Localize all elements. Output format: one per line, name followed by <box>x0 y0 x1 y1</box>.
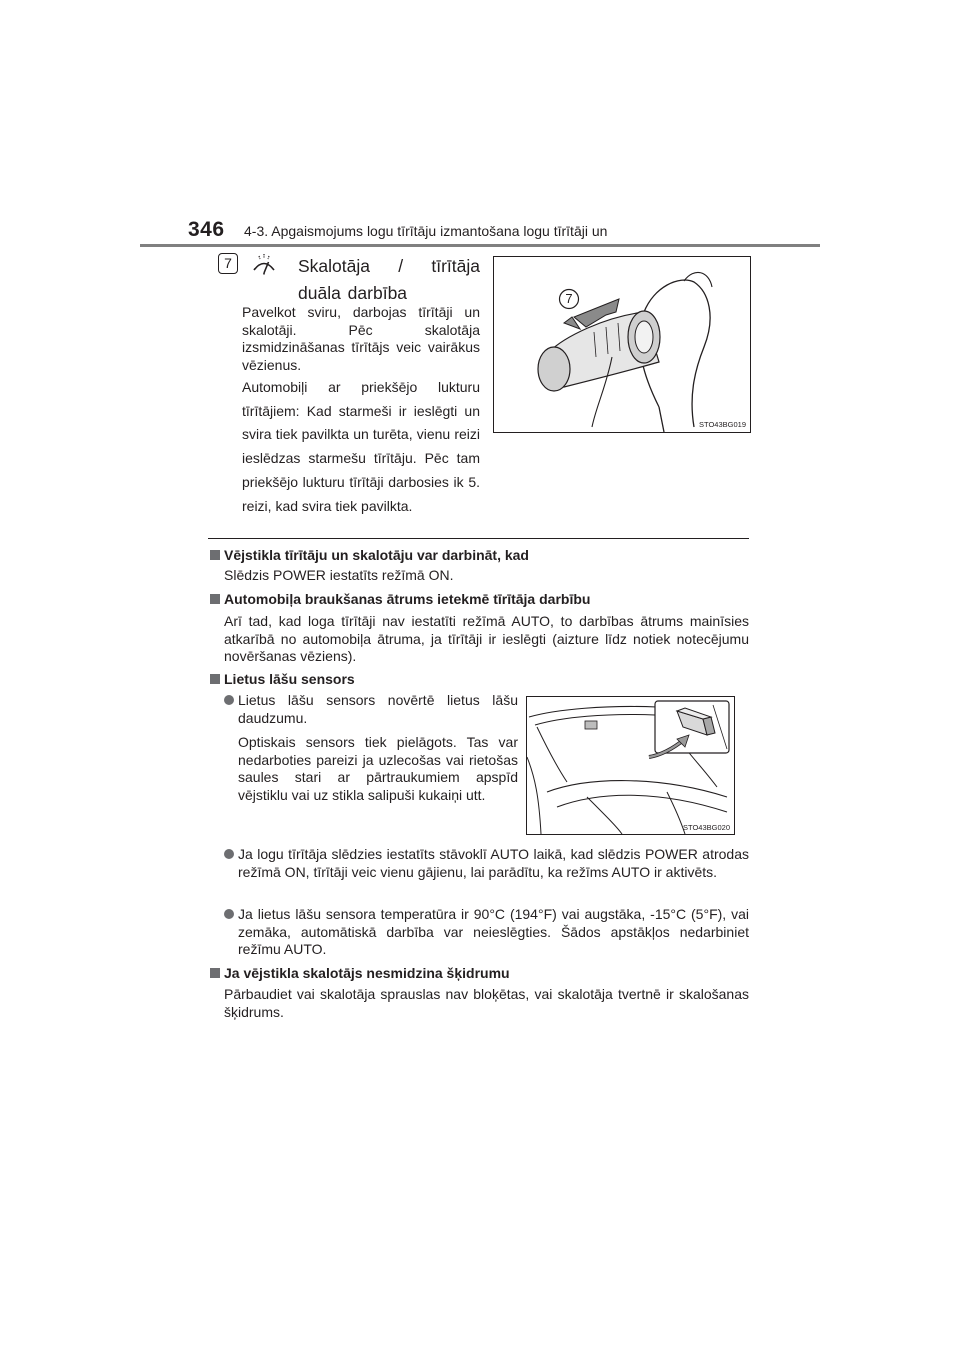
note-heading-rain-sensor: Lietus lāšu sensors <box>210 671 355 687</box>
washer-wiper-icon <box>252 253 276 275</box>
item-number-badge: 7 <box>218 253 238 274</box>
note-heading-speed: Automobiļa braukšanas ātrums ietekmē tīrītāja darbību <box>210 591 590 607</box>
square-bullet-icon <box>210 674 220 684</box>
note-body-speed: Arī tad, kad loga tīrītāji nav iestatīti režīmā AUTO, to darbības ātrums mainīsies atkarībā no automobiļa ātruma, ja tīrītāji ir ieslēgti (aizture līdz notiek notecējumu novēršanas vēziens). <box>224 613 749 664</box>
square-bullet-icon <box>210 594 220 604</box>
item-description: Pavelkot sviru, darbojas tīrītāji un skalotāji. Pēc skalotāja izsmidzināšanas tīrītājs veic vairākus vēzienus. <box>242 304 480 373</box>
square-bullet-icon <box>210 968 220 978</box>
figure-caption: STO43BG019 <box>699 420 746 429</box>
headlight-cleaner-note: Automobiļi ar priekšējo lukturu tīrītājiem: Kad starmeši ir ieslēgti un svira tiek pavilkta un turēta, vienu reizi ieslēdzas starmešu tīrītāju. Pēc tam priekšējo lukturu tīrītāji darbosies ik 5. reizi, kad svira tiek pavilkta. <box>242 379 480 514</box>
lever-drawing <box>494 257 750 432</box>
car-drawing <box>527 697 734 834</box>
circle-bullet-icon <box>224 695 234 705</box>
circle-bullet-icon <box>224 909 234 919</box>
circle-bullet-icon <box>224 849 234 859</box>
figure-callout-number: 7 <box>565 291 573 306</box>
wiper-lever-illustration <box>493 256 751 433</box>
note-body-operate: Slēdzis POWER iestatīts režīmā ON. <box>224 567 454 583</box>
page-number: 346 <box>188 218 225 241</box>
figure-caption: STO43BG020 <box>683 823 730 832</box>
note-body-washer-fluid: Pārbaudiet vai skalotāja sprauslas nav bloķētas, vai skalotāja tvertnē ir skalošanas šķidrums. <box>224 986 749 1020</box>
note-heading-operate: Vējstikla tīrītāju un skalotāju var darbināt, kad <box>210 547 529 563</box>
rain-sensor-optical-note: Optiskais sensors tiek pielāgots. Tas var nedarboties pareizi ja uzlecošas vai rietošas saules stari ar pārtraukumiem apspīd vējstiklu vai uz stikla salipuši kukaiņi utt. <box>238 734 518 803</box>
section-title: 4-3. Apgaismojums logu tīrītāju izmantošana logu tīrītāji un <box>244 223 608 239</box>
header-rule <box>140 244 820 247</box>
section-divider <box>208 538 749 539</box>
square-bullet-icon <box>210 550 220 560</box>
rain-sensor-illustration <box>526 696 735 835</box>
note-heading-washer-fluid: Ja vējstikla skalotājs nesmidzina šķidrumu <box>210 965 510 981</box>
item-heading: Skalotāja / tīrītāja duāla darbība <box>298 256 480 303</box>
